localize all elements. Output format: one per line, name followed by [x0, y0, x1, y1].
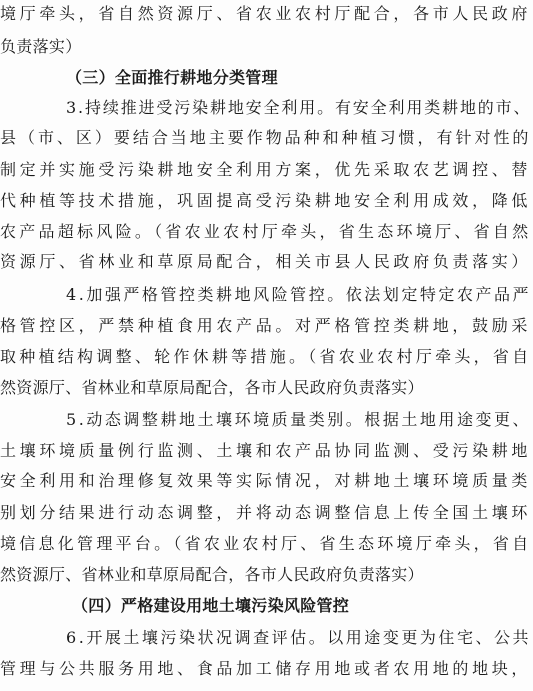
section-heading: （三）全面推行耕地分类管理 [66, 68, 278, 87]
text-line: 然资源厅、省林业和草原局配合，各市人民政府负责落实） [0, 565, 424, 584]
paragraph-start-line: 3.持续推进受污染耕地安全利用。有安全利用类耕地的市、 [66, 98, 532, 117]
text-line: 农产品超标风险。（省农业农村厅牵头，省生态环境厅、省自然 [0, 222, 532, 241]
text-line: 取种植结构调整、轮作休耕等措施。（省农业农村厅牵头，省自 [0, 347, 532, 366]
text-line: 别划分结果进行动态调整，并将动态调整信息上传全国土壤环 [0, 503, 532, 522]
text-line: 格管控区，严禁种植食用农产品。对严格管控类耕地，鼓励采 [0, 316, 532, 335]
text-line: 安全利用和治理修复效果等实际情况，对耕地土壤环境质量类 [0, 471, 532, 490]
text-line: 负责落实） [0, 37, 82, 56]
text-line: 代种植等技术措施，巩固提高受污染耕地安全利用成效，降低 [0, 191, 532, 210]
text-line: 制定并实施受污染耕地安全利用方案，优先采取农艺调控、替 [0, 160, 532, 179]
paragraph-start-line: 4.加强严格管控类耕地风险管控。依法划定特定农产品严 [66, 285, 532, 304]
paragraph-start-line: 5.动态调整耕地土壤环境质量类别。根据土地用途变更、 [66, 410, 532, 429]
text-line: 资源厅、省林业和草原局配合，相关市县人民政府负责落实） [0, 252, 532, 271]
text-line: 土壤环境质量例行监测、土壤和农产品协同监测、受污染耕地 [0, 441, 532, 460]
text-line: 管理与公共服务用地、食品加工储存用地或者农用地的地块， [0, 659, 532, 678]
text-line: 然资源厅、省林业和草原局配合，各市人民政府负责落实） [0, 378, 424, 397]
paragraph-start-line: 6.开展土壤污染状况调查评估。以用途变更为住宅、公共 [66, 628, 532, 647]
section-heading: （四）严格建设用地土壤污染风险管控 [72, 596, 350, 615]
text-line: 县（市、区）要结合当地主要作物品种和种植习惯，有针对性的 [0, 128, 532, 147]
text-line: 境信息化管理平台。（省农业农村厅、省生态环境厅牵头，省自 [0, 534, 532, 553]
text-line: 境厅牵头，省自然资源厅、省农业农村厅配合，各市人民政府 [0, 4, 532, 23]
